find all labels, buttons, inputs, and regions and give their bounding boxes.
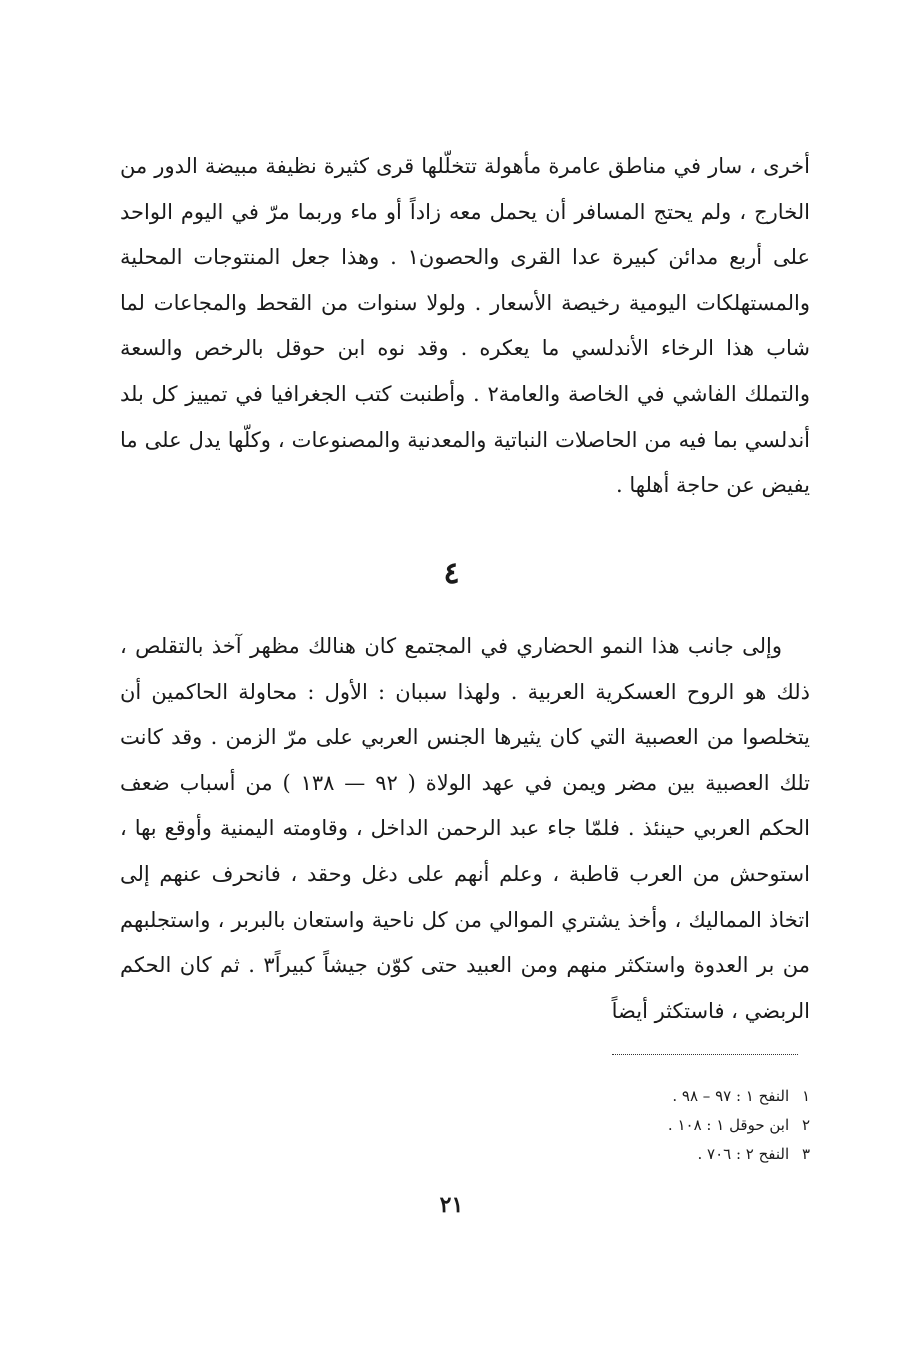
page-number: ٢١ xyxy=(439,1192,464,1218)
footnote-item xyxy=(500,1082,810,1111)
section-number: ٤ xyxy=(443,556,460,591)
footnote-text: ابن حوقل ١ : ١٠٨ . xyxy=(667,1116,790,1134)
footnote-number: ٣ xyxy=(801,1145,810,1163)
footnote-text: النفح ٢ : ٧٠٦ . xyxy=(697,1145,790,1163)
footnote-text: النفح ١ : ٩٧ – ٩٨ . xyxy=(672,1087,790,1105)
footnotes-list xyxy=(500,1082,810,1169)
footnote-divider xyxy=(612,1054,798,1055)
body-paragraph-2: وإلى جانب هذا النمو الحضاري في المجتمع كان هنالك مظهر آخذ بالتقلص ، ذلك هو الروح العسكرية العربية . ولهذا سببان : الأول : محاولة الحاكمين أن يتخلصوا من العصبية التي كان يثيرها الجنس العربي على مرّ الزمن . وقد كانت تلك العصبية بين مضر ويمن في عهد الولاة ( ٩٢ — ١٣٨ ) من أسباب ضعف الحكم العربي حينئذ . فلمّا جاء عبد الرحمن الداخل ، وقاومته اليمنية وأوقع بها ، استوحش من العرب قاطبة ، وعلم أنهم على دغل وحقد ، فانحرف عنهم إلى اتخاذ المماليك ، وأخذ يشتري الموالي من كل ناحية واستعان بالبربر ، واستجلبهم من بر العدوة واستكثر منهم ومن العبيد حتى كوّن جيشاً كبيراً٣ . ثم كان الحكم الربضي ، فاستكثر أيضاً xyxy=(120,634,811,1023)
body-paragraph-1: أخرى ، سار في مناطق عامرة مأهولة تتخلّلها قرى كثيرة نظيفة مبيضة الدور من الخارج ، ولم يحتج المسافر أن يحمل معه زاداً أو ماء وربما مرّ في اليوم الواحد على أربع مدائن كبيرة عدا القرى والحصون١ . وهذا جعل المنتوجات المحلية والمستهلكات اليومية رخيصة الأسعار . ولولا سنوات من القحط والمجاعات لما شاب هذا الرخاء الأندلسي ما يعكره . وقد نوه ابن حوقل بالرخص والسعة والتملك الفاشي في الخاصة والعامة٢ . وأطنبت كتب الجغرافيا في تمييز كل بلد أندلسي بما فيه من الحاصلات النباتية والمعدنية والمصنوعات ، وكلّها يدل على ما يفيض عن حاجة أهلها . xyxy=(120,154,810,498)
footnote-number: ٢ xyxy=(801,1116,810,1134)
footnote-item xyxy=(500,1140,810,1169)
footnote-item xyxy=(500,1111,810,1140)
footnote-number: ١ xyxy=(801,1087,810,1105)
